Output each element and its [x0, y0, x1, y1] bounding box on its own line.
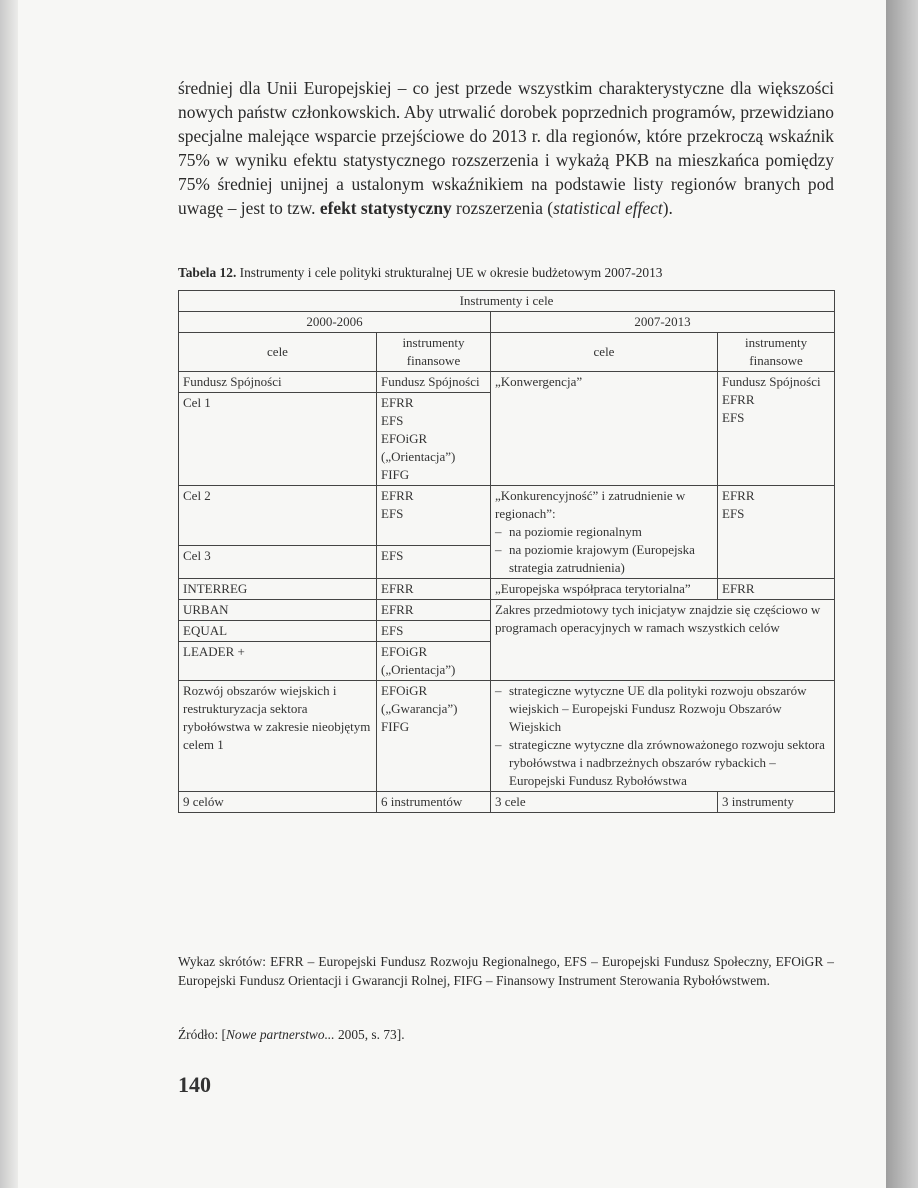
initiatives-scope-note: Zakres przedmiotowy tych inicjatyw znajdzie się częściowo w programach operacyjnych w ramach wszystkich celów — [491, 600, 835, 681]
total-goals-new: 3 cele — [491, 792, 718, 813]
instr-konkurencyjnosc: EFRR EFS — [718, 486, 835, 579]
instr-cel-2: EFRR EFS — [377, 486, 491, 546]
instr-cel-3: EFS — [377, 546, 491, 579]
goal-konwergencja: „Konwergencja” — [491, 372, 718, 486]
goal-fundusz-spojnosci: Fundusz Spójności — [179, 372, 377, 393]
goal-interreg: INTERREG — [179, 579, 377, 600]
table-title: Instrumenty i cele — [179, 291, 835, 312]
abbreviations-note: Wykaz skrótów: EFRR – Europejski Fundusz Rozwoju Regionalnego, EFS – Europejski Fundusz Społeczny, EFOiGR – Europejski Fundusz Orientacji i Gwarancji Rolnej, FIFG – Finansowy Instrument Sterowania Rybołówstwem. — [178, 954, 834, 988]
total-goals-old: 9 celów — [179, 792, 377, 813]
period-2000-2006: 2000-2006 — [179, 312, 491, 333]
header-instruments-old: instrumenty finansowe — [377, 333, 491, 372]
structural-policy-table — [178, 290, 835, 813]
instr-leader: EFOiGR („Orientacja”) — [377, 642, 491, 681]
header-goals-new: cele — [491, 333, 718, 372]
goal-wspolpraca-terytorialna: „Europejska współpraca terytorialna” — [491, 579, 718, 600]
instr-rural-development: EFOiGR („Gwarancja”) FIFG — [377, 681, 491, 792]
period-2007-2013: 2007-2013 — [491, 312, 835, 333]
instr-urban: EFRR — [377, 600, 491, 621]
instr-equal: EFS — [377, 621, 491, 642]
caption-text: Instrumenty i cele polityki strukturalnej UE w okresie budżetowym 2007-2013 — [239, 265, 663, 280]
goal-urban: URBAN — [179, 600, 377, 621]
italic-term: statistical effect — [553, 198, 663, 218]
goal-cel-1: Cel 1 — [179, 393, 377, 486]
goal-equal: EQUAL — [179, 621, 377, 642]
page-edge-left — [0, 0, 18, 1188]
goal-cel-3: Cel 3 — [179, 546, 377, 579]
instr-interreg: EFRR — [377, 579, 491, 600]
header-instruments-new: instrumenty finansowe — [718, 333, 835, 372]
instr-fundusz-spojnosci: Fundusz Spójności — [377, 372, 491, 393]
goal-leader: LEADER + — [179, 642, 377, 681]
page-number: 140 — [178, 1072, 211, 1097]
total-instruments-old: 6 instrumentów — [377, 792, 491, 813]
caption-label: Tabela 12. — [178, 265, 237, 280]
page-edge-right — [886, 0, 918, 1188]
bold-term: efekt statystyczny — [319, 198, 452, 218]
table-caption — [178, 264, 834, 282]
instr-cel-1: EFRR EFS EFOiGR („Orientacja”) FIFG — [377, 393, 491, 486]
instr-konwergencja: Fundusz Spójności EFRR EFS — [718, 372, 835, 486]
goal-konkurencyjnosc: „Konkurencyjność” i zatrudnienie w regionach”: – na poziomie regionalnym – na poziomie krajowym (Europejska strategia zatrudnienia) — [491, 486, 718, 579]
goal-cel-2: Cel 2 — [179, 486, 377, 546]
body-paragraph: średniej dla Unii Europejskiej – co jest przede wszystkim charakterystyczne dla większości nowych państw członkowskich. Aby utrwalić dorobek poprzednich programów, przewidziano specjalne malejące wsparcie przejściowe do 2013 r. dla regionów, które przekroczą wskaźnik 75% w wyniku efektu statystycznego rozszerzenia i wykażą PKB na mieszkańca pomiędzy 75% średniej unijnej a ustalonym wskaźnikiem na podstawie listy regionów branych pod uwagę – jest to tzw. efekt statystyczny rozszerzenia (statistical effect). — [178, 78, 834, 218]
total-instruments-new: 3 instrumenty — [718, 792, 835, 813]
strategic-guidelines: – strategiczne wytyczne UE dla polityki rozwoju obszarów wiejskich – Europejski Fundusz Rozwoju Obszarów Wiejskich – strategiczne wytyczne dla zrównoważonego rozwoju sektora rybołówstwa i nadbrzeżnych obszarów rybackich – Europejski Fundusz Rybołówstwa — [491, 681, 835, 792]
source-note: Źródło: [Nowe partnerstwo... 2005, s. 73]. — [178, 1027, 405, 1042]
goal-rural-development: Rozwój obszarów wiejskich i restrukturyzacja sektora rybołówstwa w zakresie nieobjętym celem 1 — [179, 681, 377, 792]
instr-wspolpraca-terytorialna: EFRR — [718, 579, 835, 600]
header-goals-old: cele — [179, 333, 377, 372]
